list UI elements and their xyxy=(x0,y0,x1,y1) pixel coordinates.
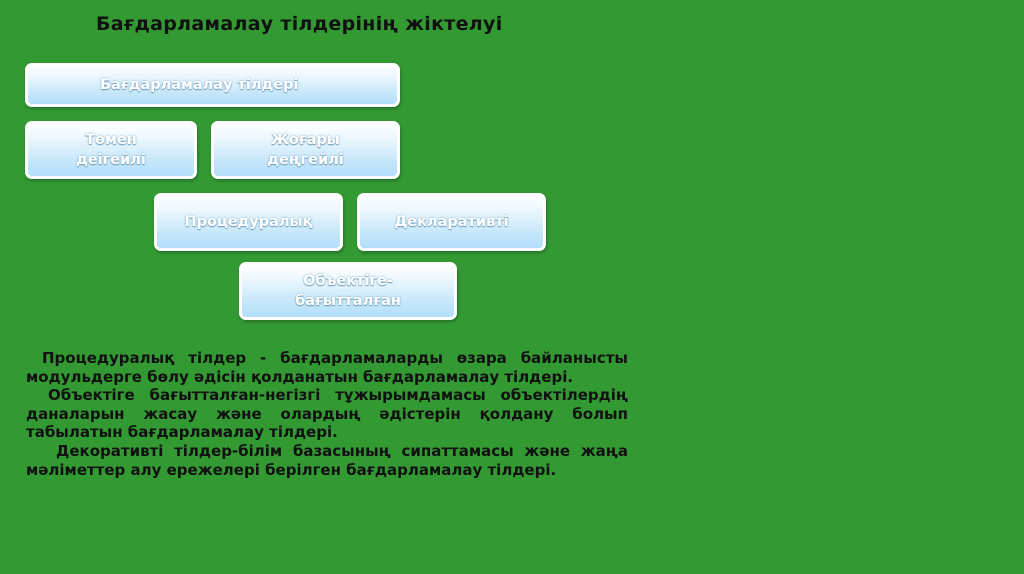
paragraph-declarative: Декоративті тілдер-білім базасының сипаттамасы және жаңа мәліметтер алу ережелері берілген бағдарламалау тілдері. xyxy=(26,441,628,479)
paragraph-procedural: Процедуралық тілдер - бағдарламаларды өзара байланысты модульдерге бөлу әдісін қолданатын бағдарламалау тілдері. xyxy=(26,349,628,386)
node-declarative xyxy=(357,193,546,251)
node-high-level xyxy=(211,121,400,179)
node-procedural xyxy=(154,193,343,251)
description-text xyxy=(26,349,628,479)
node-low-level xyxy=(25,121,197,179)
node-label-line2: деігейлі xyxy=(76,152,146,168)
node-label: Бағдарламалау тілдері xyxy=(100,77,299,93)
slide-title: Бағдарламалау тілдерінің жіктелуі xyxy=(96,13,503,35)
node-label-line2: бағытталған xyxy=(295,293,401,309)
node-programming-languages xyxy=(25,63,400,107)
node-label: Декларативті xyxy=(394,214,509,230)
node-object-oriented xyxy=(239,262,457,320)
node-label: Процедуралық xyxy=(184,214,313,230)
node-label-line1: Объектіге- xyxy=(303,273,393,289)
node-label-line1: Төмен xyxy=(85,132,137,148)
node-label-line2: деңгейлі xyxy=(267,152,344,168)
paragraph-object-oriented: Объектіге бағытталған-негізгі тұжырымдамасы объектілердің даналарын жасау және олардың әдістерін қолдану болып табылатын бағдарламалау тілдері. xyxy=(26,386,628,442)
node-label-line1: Жоғары xyxy=(271,132,340,148)
